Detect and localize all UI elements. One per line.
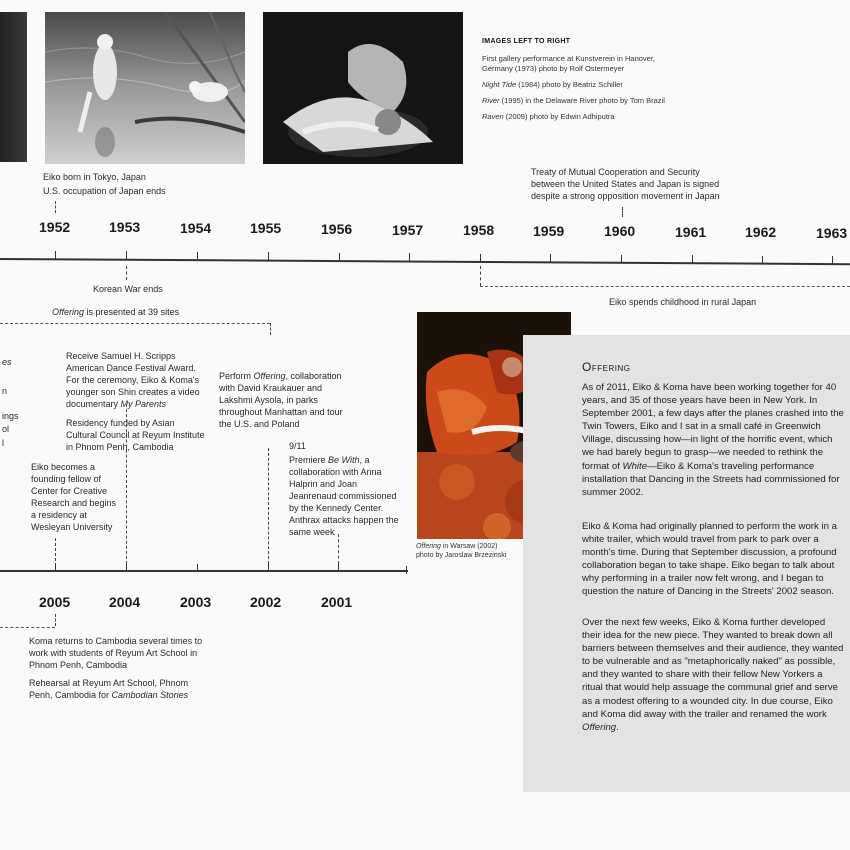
event-wesleyan: Eiko becomes a founding fellow of Center for Creative Research and begins a residency at Wesleyan University	[31, 462, 117, 532]
offering-photo-caption-line2: photo by Jaroslaw Brzezinski	[416, 552, 507, 559]
year-label: 1958	[463, 222, 495, 238]
event-title: Offering	[253, 371, 286, 381]
event-title: Offering	[52, 307, 85, 317]
caption-text: (2009) photo by Edwin Adhiputra	[503, 112, 615, 121]
caption-night-tide	[482, 80, 682, 90]
caption-text: (1984) photo by Beatriz Schiller	[516, 80, 623, 89]
paragraph-title: White	[622, 460, 648, 472]
caption-kunstverein-text: First gallery performance at Kunstverein in Hanover, Germany (1973) photo by Rolf Ostermeyer	[482, 54, 655, 73]
connector	[55, 614, 56, 626]
tick	[550, 254, 551, 262]
tick	[339, 253, 340, 261]
tick	[126, 251, 127, 259]
year-label: 1959	[533, 223, 565, 239]
event-title: Be With	[328, 455, 360, 465]
year-label: 2005	[39, 594, 71, 610]
event-treaty: Treaty of Mutual Cooperation and Security between the United States and Japan is signed despite a strong opposition movement in Japan	[531, 167, 720, 201]
year-label: 1963	[816, 225, 848, 241]
connector	[0, 323, 270, 324]
event-perform-offering	[219, 370, 344, 430]
event-occupation-ends: U.S. occupation of Japan ends	[43, 186, 166, 196]
tick	[268, 252, 269, 260]
tick	[197, 564, 198, 572]
tick	[832, 256, 833, 264]
tick	[338, 564, 339, 572]
event-premiere	[289, 454, 404, 538]
event-residency-asian: Residency funded by Asian Cultural Council at Reyum Institute in Phnom Penh, Cambodia	[66, 418, 205, 452]
caption-kunstverein	[482, 54, 682, 74]
event-childhood: Eiko spends childhood in rural Japan	[609, 297, 757, 307]
year-label: 1961	[675, 224, 707, 240]
event-text: Receive Samuel H. Scripps American Dance Festival Award. For the ceremony, Eiko & Koma's younger son Shin creates a video documentary	[66, 351, 200, 409]
tick	[55, 564, 56, 572]
caption-title: River	[482, 96, 500, 105]
year-label: 1962	[745, 224, 777, 240]
event-cambodia-returns: Koma returns to Cambodia several times to work with students of Reyum Art School in Phnom Penh, Cambodia	[29, 636, 203, 670]
event-text: , a collaboration with Anna Halprin and Joan Jeanrenaud commissioned by the Kennedy Center. Anthrax attacks happen the same week	[289, 455, 399, 537]
tick	[480, 254, 481, 262]
paragraph-title: Offering	[582, 721, 617, 733]
offering-photo-caption	[416, 542, 506, 560]
caption-title: Night Tide	[482, 80, 517, 89]
photo-edge-left	[0, 12, 27, 162]
paragraph-text: As of 2011, Eiko & Koma have been working together for 40 years, and 35 of those years have been in New York. In September 2001, a few days after the planes crashed into the Twin Towers, Eiko and I sat in a small café in Greenwich Village, discussing how—in light of the horrific event, which we had barely begun to grasp—we needed to rethink the format of	[582, 382, 844, 472]
connector	[126, 404, 127, 564]
connector	[268, 448, 269, 564]
year-label: 2004	[109, 594, 141, 610]
tick	[621, 255, 622, 263]
fragment: es	[2, 357, 12, 367]
tick	[692, 255, 693, 263]
tick	[406, 566, 407, 574]
connector	[480, 286, 850, 287]
tick	[409, 253, 410, 261]
event-text: Perform	[219, 371, 254, 381]
year-label: 1957	[392, 222, 424, 238]
event-text: Premiere	[289, 455, 329, 465]
year-label: 1952	[39, 219, 71, 235]
fragment: l	[2, 438, 4, 448]
fragment: n	[2, 386, 8, 396]
captions-heading: IMAGES LEFT TO RIGHT	[482, 38, 571, 45]
paragraph-text: Over the next few weeks, Eiko & Koma further developed their idea for the new piece. They wanted to break down all barriers between themselves and their audience, they wanted to be vulnerable and as "metaphorically naked" as possible, and they wanted to share with their fellow New Yorkers a ritual that would help assuage the communal grief and serve as a modest offering to a wounded city. In due course, Eiko and Koma did away with the trailer and renamed the work	[582, 617, 844, 720]
year-label: 2001	[321, 594, 353, 610]
caption-text: in Warsaw (2002)	[440, 543, 498, 550]
tick	[268, 564, 269, 572]
connector	[126, 266, 127, 280]
caption-raven	[482, 112, 682, 122]
event-title: Cambodian Stories	[111, 690, 189, 700]
event-rehearsal	[29, 677, 209, 701]
offering-photo-caption-line1	[416, 542, 506, 551]
year-label: 1960	[604, 223, 636, 239]
year-label: 2003	[180, 594, 212, 610]
photo-night-tide	[263, 12, 463, 164]
timeline-axis-bottom	[0, 570, 408, 572]
event-text: Rehearsal at Reyum Art School, Phnom Penh, Cambodia for	[29, 678, 189, 700]
connector	[0, 627, 55, 628]
year-label: 1956	[321, 221, 353, 237]
connector	[622, 207, 623, 217]
event-korean-war: Korean War ends	[93, 284, 163, 294]
article-title: Offering	[582, 360, 631, 374]
caption-text: (1995) in the Delaware River photo by Tom Brazil	[499, 96, 665, 105]
timeline-axis-top	[0, 258, 850, 265]
article-paragraph-2: Eiko & Koma had originally planned to perform the work in a white trailer, which would travel from park to park over a month's time. During that September discussion, a profound collaboration began to take shape. Eiko began to talk about why performing in a trailer now felt wrong, and I began to question the nature of Dancing in the Streets' 2002 season.	[582, 521, 837, 598]
event-text: , collaboration with David Kraukauer and Lakshmi Aysola, in parks throughout Manhattan and tour the U.S. and Poland	[219, 371, 343, 429]
year-label: 1953	[109, 219, 141, 235]
tick	[197, 252, 198, 260]
tick	[762, 256, 763, 264]
caption-river	[482, 96, 682, 106]
connector	[480, 266, 481, 286]
event-nine-eleven: 9/11	[289, 441, 306, 451]
article-paragraph-3	[582, 616, 844, 734]
year-label: 2002	[250, 594, 282, 610]
tick	[55, 251, 56, 259]
year-label: 1955	[250, 220, 282, 236]
paragraph-text: —Eiko & Koma's traveling performance installation that Dancing in the Streets had commissioned for summer 2002.	[582, 460, 840, 498]
event-title: My Parents	[120, 399, 167, 409]
event-eiko-born: Eiko born in Tokyo, Japan	[43, 172, 146, 182]
fragment: ings	[2, 411, 19, 421]
connector	[338, 534, 339, 564]
article-paragraph-1	[582, 381, 844, 499]
photo-kunstverein	[45, 12, 245, 164]
event-offering-sites	[52, 306, 179, 318]
fragment: ol	[2, 424, 10, 434]
connector	[270, 323, 271, 335]
event-text: is presented at 39 sites	[84, 307, 180, 317]
photo-captions	[482, 38, 682, 128]
caption-title: Raven	[482, 112, 504, 121]
tick	[126, 564, 127, 572]
caption-title: Offering	[416, 543, 441, 550]
paragraph-text: .	[616, 721, 619, 733]
event-scripps	[66, 350, 206, 410]
year-label: 1954	[180, 220, 212, 236]
connector	[55, 201, 56, 213]
connector	[55, 538, 56, 566]
